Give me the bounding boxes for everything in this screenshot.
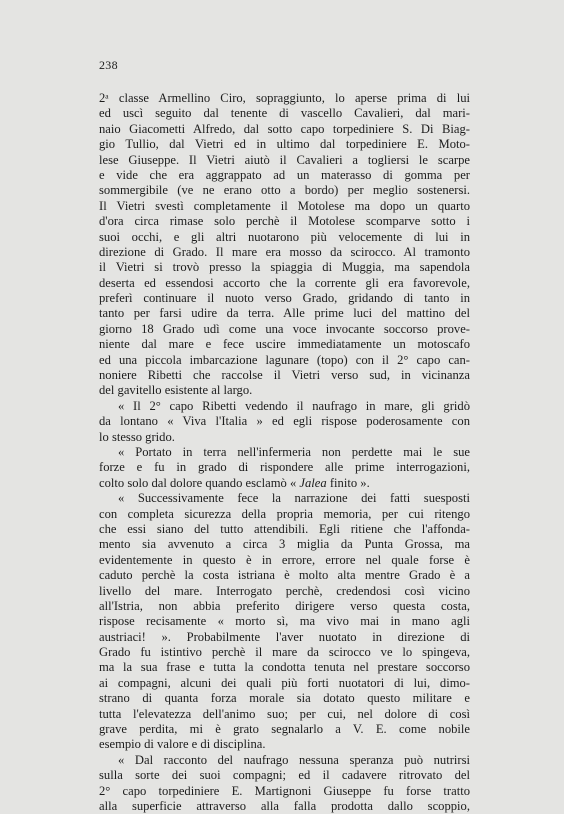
text-line: colto solo dal dolore quando esclamò « Jalea finito ». xyxy=(99,475,370,490)
text-line: deserta ed essendosi accorto che la corrente gli era favorevole, xyxy=(99,275,470,290)
text-line: mento sia avvenuto a circa 3 miglia da Punta Grossa, ma xyxy=(99,537,470,552)
text-line: noniere Ribetti che raccolse il Vietri verso sud, in vicinanza xyxy=(99,368,470,383)
text-line: naio Giacometti Alfredo, dal sotto capo torpediniere S. Di Biag- xyxy=(99,121,470,136)
text-line: sulla sorte dei suoi compagni; ed il cadavere ritrovato del xyxy=(99,768,470,783)
text-line: niente dal mare e fece uscire immediatamente un motoscafo xyxy=(99,337,470,352)
text-line: « Successivamente fece la narrazione dei fatti suesposti xyxy=(118,491,470,506)
text-line: grave perdita, mi è grato segnalarlo a V. E. come nobile xyxy=(99,722,470,737)
text-line: lese Giuseppe. Il Vietri aiutò il Cavalieri a togliersi le scarpe xyxy=(99,152,470,167)
text-line: strano di quanta forza morale sia dotato questo militare e xyxy=(99,691,470,706)
text-line: austriaci! ». Probabilmente l'aver nuotato in direzione di xyxy=(99,629,470,644)
page-number: 238 xyxy=(99,58,118,72)
text-line: caduto perchè la costa istriana è molto alta mentre Grado è a xyxy=(99,568,470,583)
text-line: tutta l'elevatezza dell'animo suo; per cui, nel dolore di così xyxy=(99,706,470,721)
text-line: giorno 18 Grado udì come una voce invocante soccorso prove- xyxy=(99,321,470,336)
text-line: all'Istria, non abbia preferito dirigere verso questa costa, xyxy=(99,598,470,613)
text-line: ma la sua frase e tutta la condotta tenuta nel prestare soccorso xyxy=(99,660,470,675)
text-line: direzione di Grado. Il mare era mosso da scirocco. Al tramonto xyxy=(99,244,470,259)
text-line: livello del mare. Interrogato perchè, credendosi così vicino xyxy=(99,583,470,598)
text-line: ai compagni, alcuni dei quali più forti nuotatori di lui, dimo- xyxy=(99,675,470,690)
text-line: alla superficie attraverso alla falla prodotta dallo scoppio, xyxy=(99,798,470,813)
text-line: Grado fu istintivo perchè il mare da scirocco ve lo spingeva, xyxy=(99,645,470,660)
text-line: rispose recisamente « morto sì, ma vivo mai in mano agli xyxy=(99,614,470,629)
text-line: « Portato in terra nell'infermeria non perdette mai le sue xyxy=(118,444,470,459)
text-line: esempio di valore e di disciplina. xyxy=(99,737,266,752)
text-line: Il Vietri svestì completamente il Motolese ma dopo un quarto xyxy=(99,198,470,213)
text-line: tanto per farsi udire da terra. Alle prime luci del mattino del xyxy=(99,306,470,321)
text-line: 2° capo torpediniere E. Martignoni Giuseppe fu forse tratto xyxy=(99,783,470,798)
text-line: ed una piccola imbarcazione lagunare (topo) con il 2° capo can- xyxy=(99,352,470,367)
text-line: gio Tullio, dal Vietri ed in ultimo dal torpediniere E. Moto- xyxy=(99,137,470,152)
body-text xyxy=(99,91,470,814)
text-line: lo stesso grido. xyxy=(99,429,175,444)
text-line: suoi occhi, e gli altri nuotarono più velocemente di lui in xyxy=(99,229,470,244)
text-line: da lontano « Viva l'Italia » ed egli rispose poderosamente con xyxy=(99,414,470,429)
text-line: d'ora circa rimase solo perchè il Motolese scomparve sotto i xyxy=(99,214,470,229)
text-line: « Il 2° capo Ribetti vedendo il naufrago in mare, gli gridò xyxy=(118,398,470,413)
text-line: con completa sicurezza della propria memoria, per cui ritengo xyxy=(99,506,470,521)
text-line: del gavitello esistente al largo. xyxy=(99,383,253,398)
text-line: sommergibile (ve ne erano otto a bordo) per meglio sostenersi. xyxy=(99,183,470,198)
text-line: 2ᵃ classe Armellino Ciro, sopraggiunto, lo aperse prima di lui xyxy=(99,91,470,105)
text-line: ed uscì seguito dal tenente di vascello Cavalieri, dal mari- xyxy=(99,106,470,121)
text-line: il Vietri si trovò presso la spiaggia di Muggia, ma sapendola xyxy=(99,260,470,275)
text-line: preferì continuare il nuoto verso Grado, gridando di tanto in xyxy=(99,291,470,306)
text-line: e vide che era aggrappato ad un materasso di gomma per xyxy=(99,167,470,182)
text-line: evidentemente in questo è in errore, errore nel quale forse è xyxy=(99,552,470,567)
text-line: che essi siano del tutto attendibili. Egli ritiene che l'affonda- xyxy=(99,521,470,536)
text-line: forze e fu in grado di rispondere alle prime interrogazioni, xyxy=(99,460,470,475)
text-line: « Dal racconto del naufrago nessuna speranza può nutrirsi xyxy=(118,752,470,767)
